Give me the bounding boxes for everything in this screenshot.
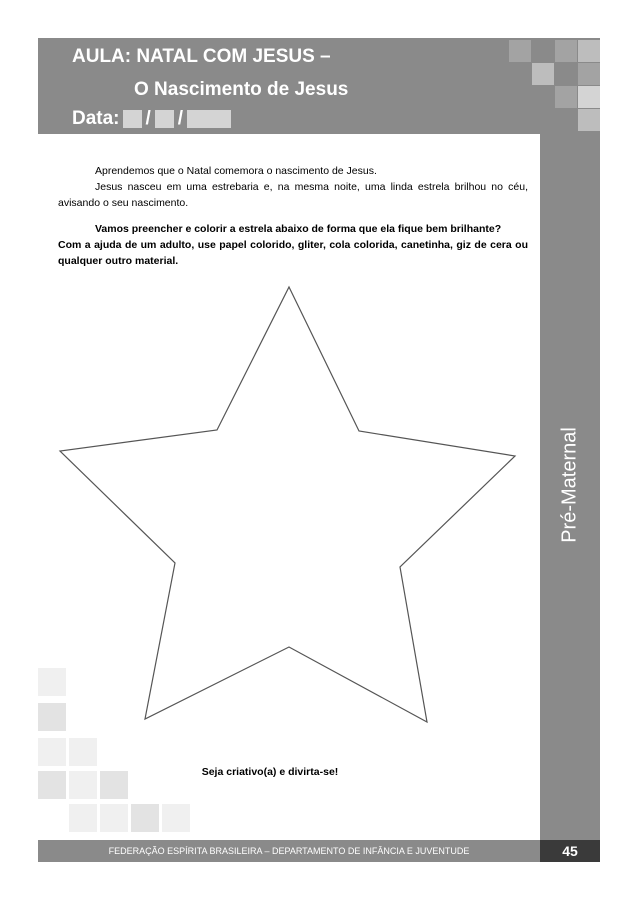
decorative-square (532, 63, 554, 85)
story-paragraph: Jesus nasceu em uma estrebaria e, na mesma noite, uma linda estrela brilhou no céu, avisando o seu nascimento. (58, 181, 528, 209)
decorative-square (578, 40, 600, 62)
date-row (72, 108, 234, 130)
decorative-square (555, 40, 577, 62)
date-month-field[interactable] (155, 110, 174, 128)
activity-question: Vamos preencher e colorir a estrela abaixo de forma que ela fique bem brilhante? (95, 223, 502, 235)
date-separator: / (177, 108, 184, 129)
date-label: Data: (72, 108, 120, 129)
decorative-square (100, 804, 128, 832)
date-separator: / (145, 108, 151, 129)
footer-text: FEDERAÇÃO ESPÍRITA BRASILEIRA – DEPARTAMENTO DE INFÂNCIA E JUVENTUDE (108, 846, 470, 856)
activity-instructions: Com a ajuda de um adulto, use papel colorido, gliter, cola colorida, canetinha, giz de cera ou qualquer outro material. (58, 239, 528, 267)
date-year-field[interactable] (187, 110, 231, 128)
decorative-square (578, 63, 600, 85)
decorative-square (69, 738, 97, 766)
grade-label: Pré-Maternal (558, 427, 581, 543)
intro-paragraph: Aprendemos que o Natal comemora o nascimento de Jesus. (95, 165, 377, 177)
decorative-square (578, 109, 600, 131)
page-number: 45 (540, 840, 600, 862)
closing-message: Seja criativo(a) e divirta-se! (201, 766, 339, 778)
lesson-subtitle: O Nascimento de Jesus (134, 79, 349, 100)
decorative-square (38, 738, 66, 766)
decorative-square (131, 804, 159, 832)
decorative-square (555, 86, 577, 108)
footer-bar (38, 840, 540, 862)
decorative-square (509, 40, 531, 62)
date-day-field[interactable] (123, 110, 142, 128)
decorative-square (38, 703, 66, 731)
lesson-text (58, 163, 528, 269)
decorative-square (162, 804, 190, 832)
decorative-square (578, 86, 600, 108)
decorative-square (69, 804, 97, 832)
lesson-title: AULA: NATAL COM JESUS – (72, 46, 331, 67)
star-shape[interactable] (60, 287, 515, 722)
decorative-square (38, 668, 66, 696)
